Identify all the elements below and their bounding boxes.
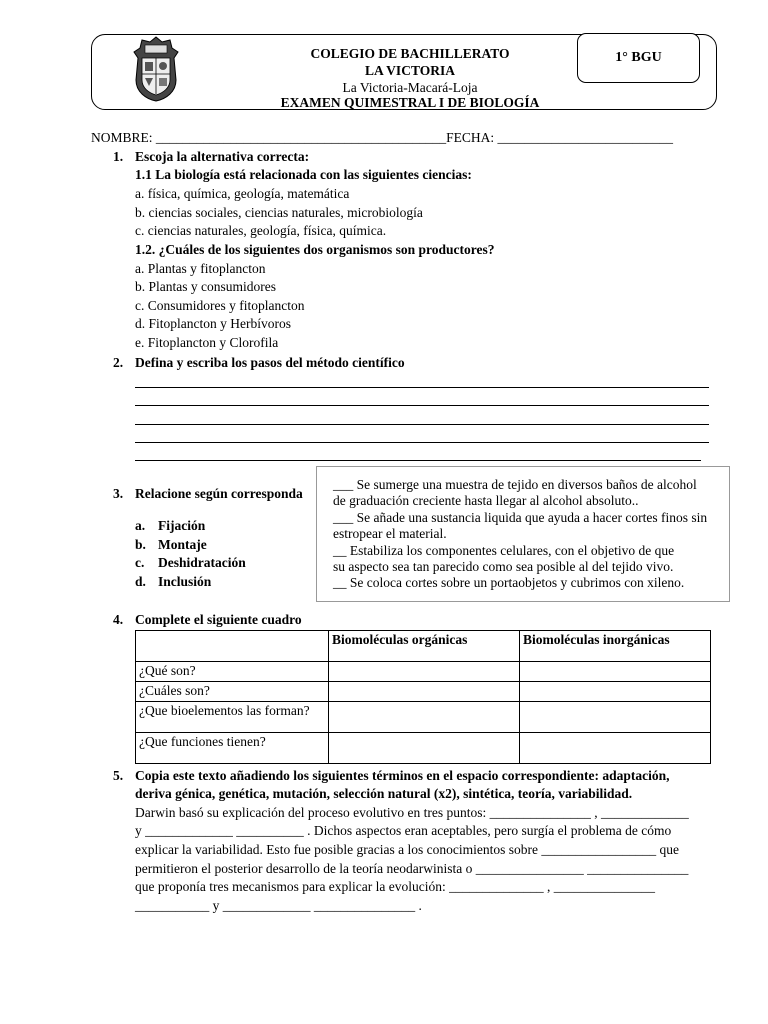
q2-title: Defina y escriba los pasos del método científico	[135, 355, 405, 370]
q3-option-letter: d.	[135, 574, 146, 589]
school-crest-icon	[132, 36, 180, 102]
q5-number: 5.	[113, 768, 124, 783]
q1-sub2-option: a. Plantas y fitoplancton	[135, 261, 266, 276]
q1-sub2-title: 1.2. ¿Cuáles de los siguientes dos organismos son productores?	[135, 242, 495, 257]
q3-statement: ___ Se sumerge una muestra de tejido en diversos baños de alcohol	[333, 477, 697, 492]
table-row	[136, 733, 711, 764]
table-answer-cell[interactable]	[520, 662, 711, 682]
table-header-cell	[136, 631, 329, 662]
q1-sub1-option: b. ciencias sociales, ciencias naturales, microbiología	[135, 205, 423, 220]
answer-line	[135, 424, 709, 425]
table-answer-cell[interactable]	[329, 682, 520, 702]
q3-statement: __ Se coloca cortes sobre un portaobjetos y cubrimos con xileno.	[333, 575, 685, 590]
exam-title: EXAMEN QUIMESTRAL I DE BIOLOGÍA	[280, 95, 540, 110]
q1-sub2-option: d. Fitoplancton y Herbívoros	[135, 316, 291, 331]
table-row	[136, 702, 711, 733]
answer-line	[135, 460, 701, 461]
q3-option-text: Deshidratación	[158, 555, 246, 570]
q5-text-line: y _____________ __________ . Dichos aspectos eran aceptables, pero surgía el problema de cómo	[135, 823, 672, 838]
q3-option-text: Fijación	[158, 518, 206, 533]
q3-option-letter: c.	[135, 555, 145, 570]
answer-line	[135, 405, 709, 406]
q1-number: 1.	[113, 149, 124, 164]
q3-statement: ___ Se añade una sustancia liquida que ayuda a hacer cortes finos sin	[333, 510, 708, 525]
table-header-row	[136, 631, 711, 662]
q5-text-line: permitieron el posterior desarrollo de la teoría neodarwinista o ________________ _______________	[135, 861, 689, 876]
q3-title: Relacione según corresponda	[135, 486, 303, 501]
q4-number: 4.	[113, 612, 124, 627]
table-row-label: ¿Qué son?	[136, 662, 329, 682]
table-answer-cell[interactable]	[520, 702, 711, 733]
q3-number: 3.	[113, 486, 124, 501]
grade-badge: 1° BGU	[577, 33, 700, 83]
q5-text-line: Darwin basó su explicación del proceso evolutivo en tres puntos: _______________ , _____________	[135, 805, 689, 820]
table-answer-cell[interactable]	[520, 682, 711, 702]
q1-sub2-option: b. Plantas y consumidores	[135, 279, 276, 294]
table-row	[136, 682, 711, 702]
table-header-cell: Biomoléculas inorgánicas	[520, 631, 711, 662]
q3-option-text: Inclusión	[158, 574, 212, 589]
q1-sub2-option: e. Fitoplancton y Clorofila	[135, 335, 279, 350]
answer-line	[135, 387, 709, 388]
q1-sub1-option: c. ciencias naturales, geología, física, química.	[135, 223, 387, 238]
q5-title: Copia este texto añadiendo los siguientes términos en el espacio correspondiente: adaptación,	[135, 768, 670, 783]
table-row	[136, 662, 711, 682]
q5-title: deriva génica, genética, mutación, selección natural (x2), sintética, teoría, variabilidad.	[135, 786, 633, 801]
q5-text-line: explicar la variabilidad. Esto fue posible gracias a los conocimientos sobre _________________ que	[135, 842, 679, 857]
table-row-label: ¿Cuáles son?	[136, 682, 329, 702]
q3-statement: estropear el material.	[333, 526, 447, 541]
school-name-line2: LA VICTORIA	[365, 63, 455, 78]
answer-line	[135, 442, 709, 443]
school-name-line1: COLEGIO DE BACHILLERATO	[310, 46, 510, 61]
q4-table	[135, 630, 711, 764]
q1-sub1-option: a. física, química, geología, matemática	[135, 186, 350, 201]
q5-text-line: que proponía tres mecanismos para explicar la evolución: ______________ , _______________	[135, 879, 656, 894]
q2-number: 2.	[113, 355, 124, 370]
q5-text-line: ___________ y _____________ _______________ .	[135, 898, 422, 913]
q3-option-letter: a.	[135, 518, 146, 533]
q1-sub1-title: 1.1 La biología está relacionada con las siguientes ciencias:	[135, 167, 472, 182]
q3-statement: __ Estabiliza los componentes celulares, con el objetivo de que	[333, 543, 675, 558]
q1-title: Escoja la alternativa correcta:	[135, 149, 310, 164]
q3-option-text: Montaje	[158, 537, 207, 552]
table-header-cell: Biomoléculas orgánicas	[329, 631, 520, 662]
table-answer-cell[interactable]	[329, 662, 520, 682]
table-answer-cell[interactable]	[329, 702, 520, 733]
table-row-label: ¿Que bioelementos las forman?	[136, 702, 329, 733]
q4-title: Complete el siguiente cuadro	[135, 612, 302, 627]
q3-statement: de graduación creciente hasta llegar al alcohol absoluto..	[333, 493, 639, 508]
table-answer-cell[interactable]	[329, 733, 520, 764]
table-row-label: ¿Que funciones tienen?	[136, 733, 329, 764]
q3-statement: su aspecto sea tan parecido como sea posible al del tejido vivo.	[333, 559, 674, 574]
q3-option-letter: b.	[135, 537, 146, 552]
school-location: La Victoria-Macará-Loja	[342, 80, 478, 95]
table-answer-cell[interactable]	[520, 733, 711, 764]
student-name-date-line: NOMBRE: ___________________________________________FECHA: __________________________	[91, 130, 674, 145]
q1-sub2-option: c. Consumidores y fitoplancton	[135, 298, 305, 313]
